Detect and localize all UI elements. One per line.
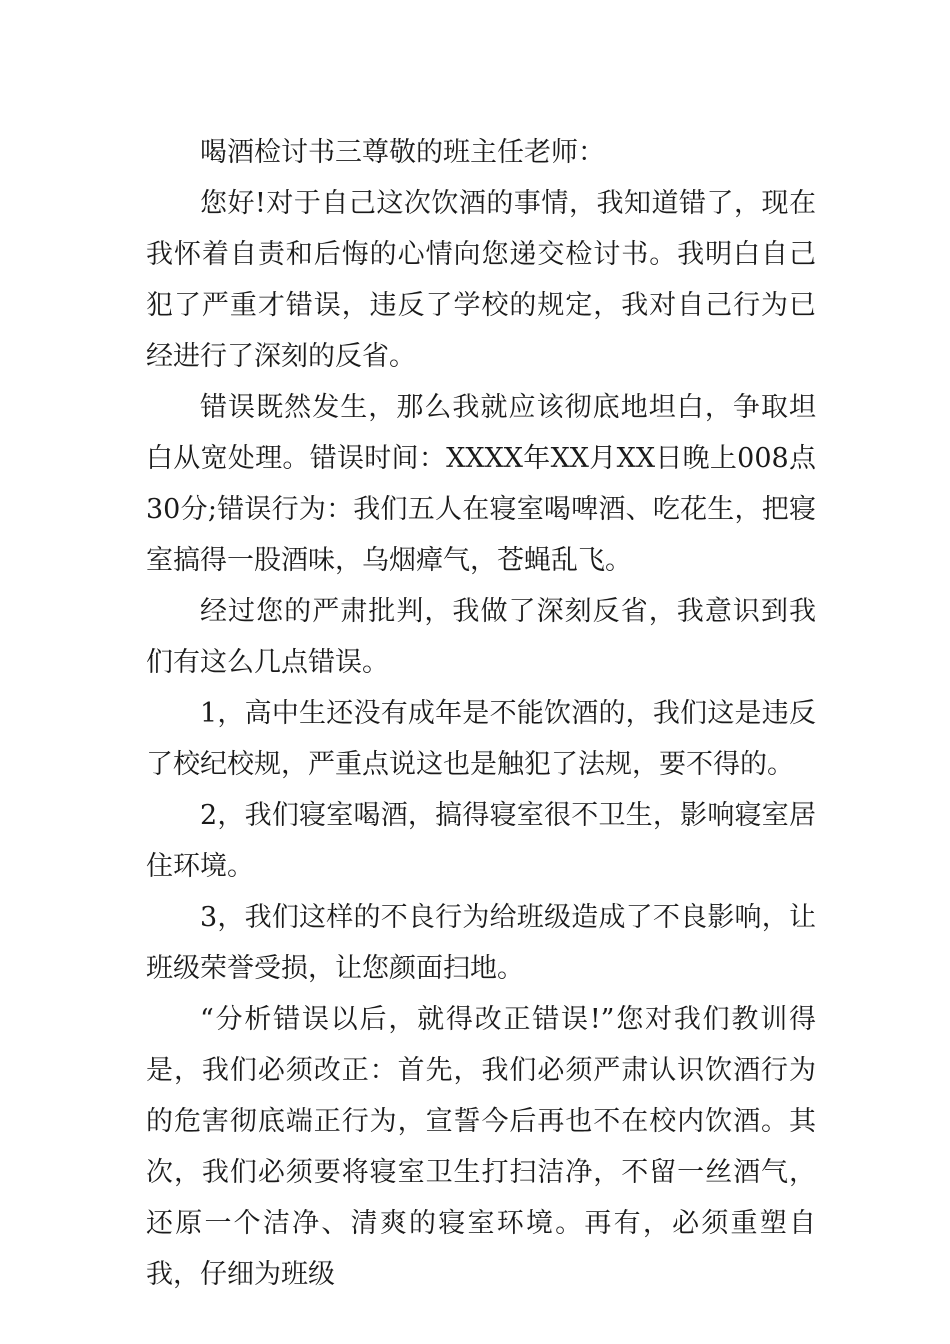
- incident-paragraph: 错误既然发生，那么我就应该彻底地坦白，争取坦白从宽处理。错误时间：XXXX年XX月XX日晚上008点30分;错误行为：我们五人在寝室喝啤酒、吃花生，把寝室搞得一股酒味，乌烟瘴气，苍蝇乱飞。: [146, 392, 816, 576]
- apology-paragraph: 您好!对于自己这次饮酒的事情，我知道错了，现在我怀着自责和后悔的心情向您递交检讨书。我明白自己犯了严重才错误，违反了学校的规定，我对自己行为已经进行了深刻的反省。: [146, 188, 816, 372]
- document-page: [146, 127, 816, 1300]
- greeting-paragraph: 喝酒检讨书三尊敬的班主任老师：: [200, 137, 605, 168]
- mistake-three-paragraph: 3，我们这样的不良行为给班级造成了不良影响，让班级荣誉受损，让您颜面扫地。: [146, 902, 816, 984]
- mistake-two-paragraph: 2，我们寝室喝酒，搞得寝室很不卫生，影响寝室居住环境。: [146, 800, 816, 882]
- correction-paragraph: “分析错误以后，就得改正错误!”您对我们教训得是，我们必须改正：首先，我们必须严肃认识饮酒行为的危害彻底端正行为，宣誓今后再也不在校内饮酒。其次，我们必须要将寝室卫生打扫洁净，不留一丝酒气，还原一个洁净、清爽的寝室环境。再有，必须重塑自我，仔细为班级: [146, 1004, 816, 1290]
- reflection-paragraph: 经过您的严肃批判，我做了深刻反省，我意识到我们有这么几点错误。: [146, 596, 816, 678]
- mistake-one-paragraph: 1，高中生还没有成年是不能饮酒的，我们这是违反了校纪校规，严重点说这也是触犯了法规，要不得的。: [146, 698, 816, 780]
